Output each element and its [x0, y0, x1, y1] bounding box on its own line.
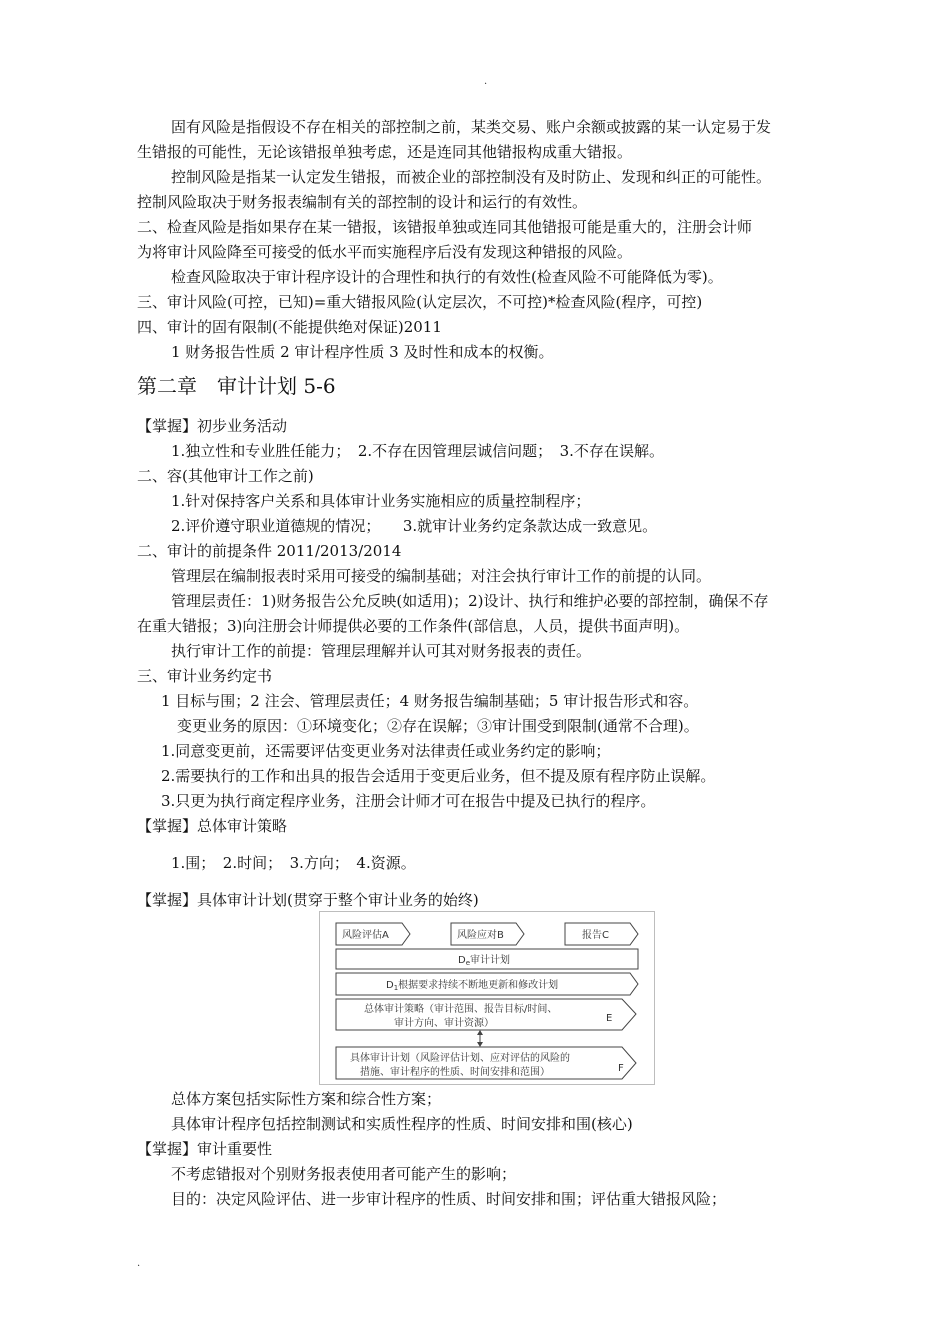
paragraph-line: 1 目标与围；2 注会、管理层责任；4 财务报告编制基础；5 审计报告形式和容。: [161, 692, 699, 710]
bar-d1-text: 根据要求持续不断地更新和修改计划: [398, 980, 559, 991]
arrow-c-label: 报告C: [582, 930, 609, 941]
paragraph-line: 控制风险是指某一认定发生错报，而被企业的部控制没有及时防止、发现和纠正的可能性。: [171, 168, 772, 186]
paragraph-line: 1.围； 2.时间； 3.方向； 4.资源。: [171, 854, 416, 872]
paragraph-line: 2.评价遵守职业道德规的情况； 3.就审计业务约定条款达成一致意见。: [171, 517, 658, 535]
footer-mark: .: [137, 1258, 141, 1269]
box-f-line1: 具体审计计划（风险评估计划、应对评估的风险的: [350, 1053, 570, 1064]
paragraph-line: 三、审计风险(可控，已知)=重大错报风险(认定层次，不可控)*检查风险(程序，可控): [137, 293, 703, 311]
paragraph-line: 控制风险取决于财务报表编制有关的部控制的设计和运行的有效性。: [137, 193, 588, 211]
section-heading: 【掌握】总体审计策略: [137, 817, 288, 835]
paragraph-line: 在重大错报；3)向注册会计师提供必要的工作条件(部信息，人员，提供书面声明)。: [137, 617, 690, 635]
section-heading: 三、审计业务约定书: [137, 667, 273, 685]
chapter-title: 第二章 审计计划 5-6: [137, 374, 336, 398]
paragraph-line: 1.独立性和专业胜任能力； 2.不存在因管理层诚信问题； 3.不存在误解。: [171, 442, 664, 460]
section-heading: 二、审计的前提条件 2011/2013/2014: [137, 542, 402, 560]
box-f-line2: 措施、审计程序的性质、时间安排和范围）: [360, 1067, 550, 1078]
audit-plan-diagram: [319, 911, 655, 1085]
paragraph-line: 管理层在编制报表时采用可接受的编制基础；对注会执行审计工作的前提的认同。: [171, 567, 712, 585]
paragraph-line: 管理层责任：1)财务报告公允反映(如适用)；2)设计、执行和维护必要的部控制，确保不存: [171, 592, 769, 610]
paragraph-line: 固有风险是指假设不存在相关的部控制之前，某类交易、账户余额或披露的某一认定易于发: [171, 118, 772, 136]
paragraph-line: 生错报的可能性，无论该错报单独考虑，还是连同其他错报构成重大错报。: [137, 143, 633, 161]
section-heading: 【掌握】审计重要性: [137, 1140, 273, 1158]
paragraph-line: 2.需要执行的工作和出具的报告会适用于变更后业务，但不提及原有程序防止误解。: [161, 767, 716, 785]
arrow-b-label: 风险应对B: [457, 930, 504, 941]
bar-d1-letter: D: [386, 980, 394, 991]
section-heading: 二、容(其他审计工作之前): [137, 467, 314, 485]
paragraph-line: 具体审计程序包括控制测试和实质性程序的性质、时间安排和围(核心): [171, 1115, 633, 1133]
section-heading: 【掌握】初步业务活动: [137, 417, 288, 435]
paragraph-line: 为将审计风险降至可接受的低水平而实施程序后没有发现这种错报的风险。: [137, 243, 633, 261]
box-e-line2: 审计方向、审计资源）: [394, 1018, 494, 1029]
arrow-a-label: 风险评估A: [342, 930, 389, 941]
paragraph-line: 执行审计工作的前提：管理层理解并认可其对财务报表的责任。: [171, 642, 592, 660]
paragraph-line: 总体方案包括实际性方案和综合性方案；: [171, 1090, 442, 1108]
paragraph-line: 检查风险取决于审计程序设计的合理性和执行的有效性(检查风险不可能降低为零)。: [171, 268, 723, 286]
paragraph-line: 变更业务的原因：①环境变化；②存在误解；③审计围受到限制(通常不合理)。: [177, 717, 699, 735]
bar-d1-label: [386, 978, 558, 992]
box-e-label: E: [606, 1013, 613, 1024]
paragraph-line: 1.同意变更前，还需要评估变更业务对法律责任或业务约定的影响；: [161, 742, 611, 760]
bar-d-letter: D: [458, 955, 466, 966]
connector-arrowhead: [477, 1030, 483, 1035]
section-heading: 【掌握】具体审计计划(贯穿于整个审计业务的始终): [137, 891, 479, 909]
paragraph-line: 四、审计的固有限制(不能提供绝对保证)2011: [137, 318, 442, 336]
box-e-line1: 总体审计策略（审计范围、报告目标/时间、: [364, 1004, 558, 1015]
paragraph-line: 目的：决定风险评估、进一步审计程序的性质、时间安排和围；评估重大错报风险；: [171, 1190, 727, 1208]
bar-d-sub: e: [465, 959, 471, 967]
connector-arrowhead: [477, 1042, 483, 1047]
bar-d-text: 审计计划: [470, 955, 511, 966]
paragraph-line: 二、检查风险是指如果存在某一错报，该错报单独或连同其他错报可能是重大的，注册会计师: [137, 218, 753, 236]
box-f-label: F: [618, 1063, 624, 1074]
bar-d1-sub: 1: [393, 984, 399, 992]
paragraph-line: 不考虑错报对个别财务报表使用者可能产生的影响；: [171, 1165, 517, 1183]
header-mark: .: [484, 76, 488, 87]
paragraph-line: 3.只更为执行商定程序业务，注册会计师才可在报告中提及已执行的程序。: [161, 792, 656, 810]
paragraph-line: 1 财务报告性质 2 审计程序性质 3 及时性和成本的权衡。: [171, 343, 554, 361]
paragraph-line: 1.针对保持客户关系和具体审计业务实施相应的质量控制程序；: [171, 492, 591, 510]
